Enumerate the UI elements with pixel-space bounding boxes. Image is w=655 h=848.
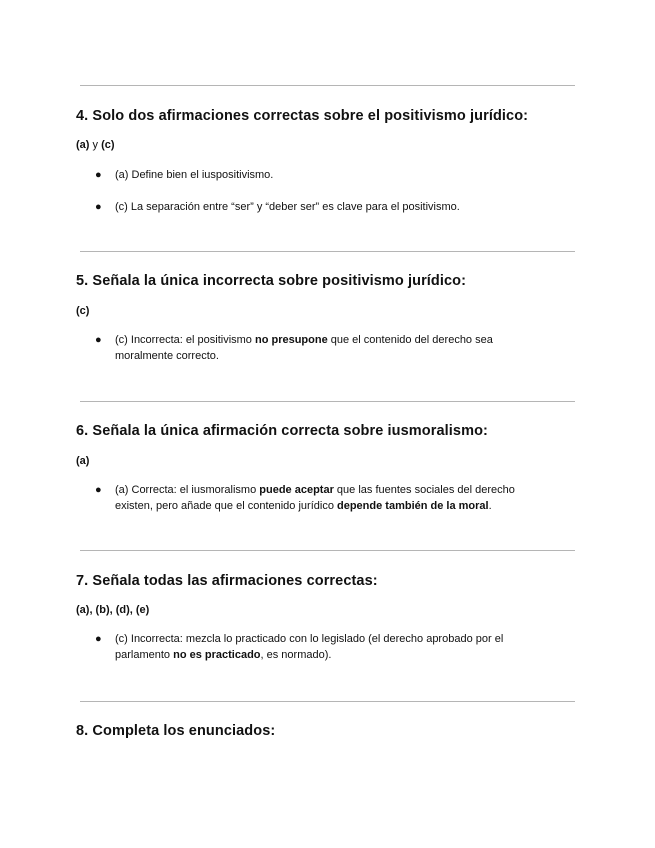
answer-line xyxy=(76,604,149,616)
question-heading: 6. Señala la única afirmación correcta sobre iusmoralismo: xyxy=(76,423,488,439)
list-item xyxy=(95,332,535,364)
bullet-icon: ● xyxy=(95,484,102,496)
answer-line xyxy=(76,455,89,467)
bullet-icon: ● xyxy=(95,334,102,346)
list-item-text: . xyxy=(488,500,492,512)
section-divider xyxy=(80,550,575,551)
list-item xyxy=(95,482,535,514)
emphasis-text: puede aceptar xyxy=(259,484,334,496)
answer-value: (c) xyxy=(76,305,90,317)
list-item-text: (a) Define bien el iuspositivismo. xyxy=(115,169,274,181)
answer-line xyxy=(76,305,89,317)
section-divider xyxy=(80,85,575,86)
list-item-text: (c) Incorrecta: el positivismo xyxy=(115,334,255,346)
bullet-icon: ● xyxy=(95,169,102,181)
list-item-text: (a) Correcta: el iusmoralismo xyxy=(115,484,260,496)
answer-value: (a), (b), (d), (e) xyxy=(76,604,150,616)
section-divider xyxy=(80,251,575,252)
list-item-text: (c) Incorrecta: mezcla lo practicado con lo legislado (el derecho aprobado por el parlamento xyxy=(115,633,504,661)
answer-connector: y xyxy=(89,139,102,151)
answer-b: (c) xyxy=(101,139,115,151)
list-item xyxy=(95,199,535,215)
list-item xyxy=(95,631,535,663)
list-item-text: que las fuentes sociales del derecho existen, pero añade que el contenido jurídico xyxy=(115,484,515,512)
list-item xyxy=(95,167,535,183)
bullet-icon: ● xyxy=(95,201,102,213)
answer-line xyxy=(76,139,115,151)
section-divider xyxy=(80,701,575,702)
question-heading: 8. Completa los enunciados: xyxy=(76,723,276,739)
emphasis-text: no es practicado xyxy=(173,649,261,661)
list-item-text: , es normado). xyxy=(260,649,332,661)
answer-a: (a) xyxy=(76,139,90,151)
answer-value: (a) xyxy=(76,455,90,467)
question-heading: 7. Señala todas las afirmaciones correctas: xyxy=(76,573,378,589)
emphasis-text: depende también de la moral xyxy=(337,500,489,512)
question-heading: 4. Solo dos afirmaciones correctas sobre el positivismo jurídico: xyxy=(76,108,529,124)
question-heading: 5. Señala la única incorrecta sobre positivismo jurídico: xyxy=(76,273,467,289)
bullet-icon: ● xyxy=(95,633,102,645)
list-item-text: (c) La separación entre “ser” y “deber ser” es clave para el positivismo. xyxy=(115,201,460,213)
emphasis-text: no presupone xyxy=(254,334,328,346)
section-divider xyxy=(80,401,575,402)
list-item-text: que el contenido del derecho sea moralmente correcto. xyxy=(115,334,493,362)
